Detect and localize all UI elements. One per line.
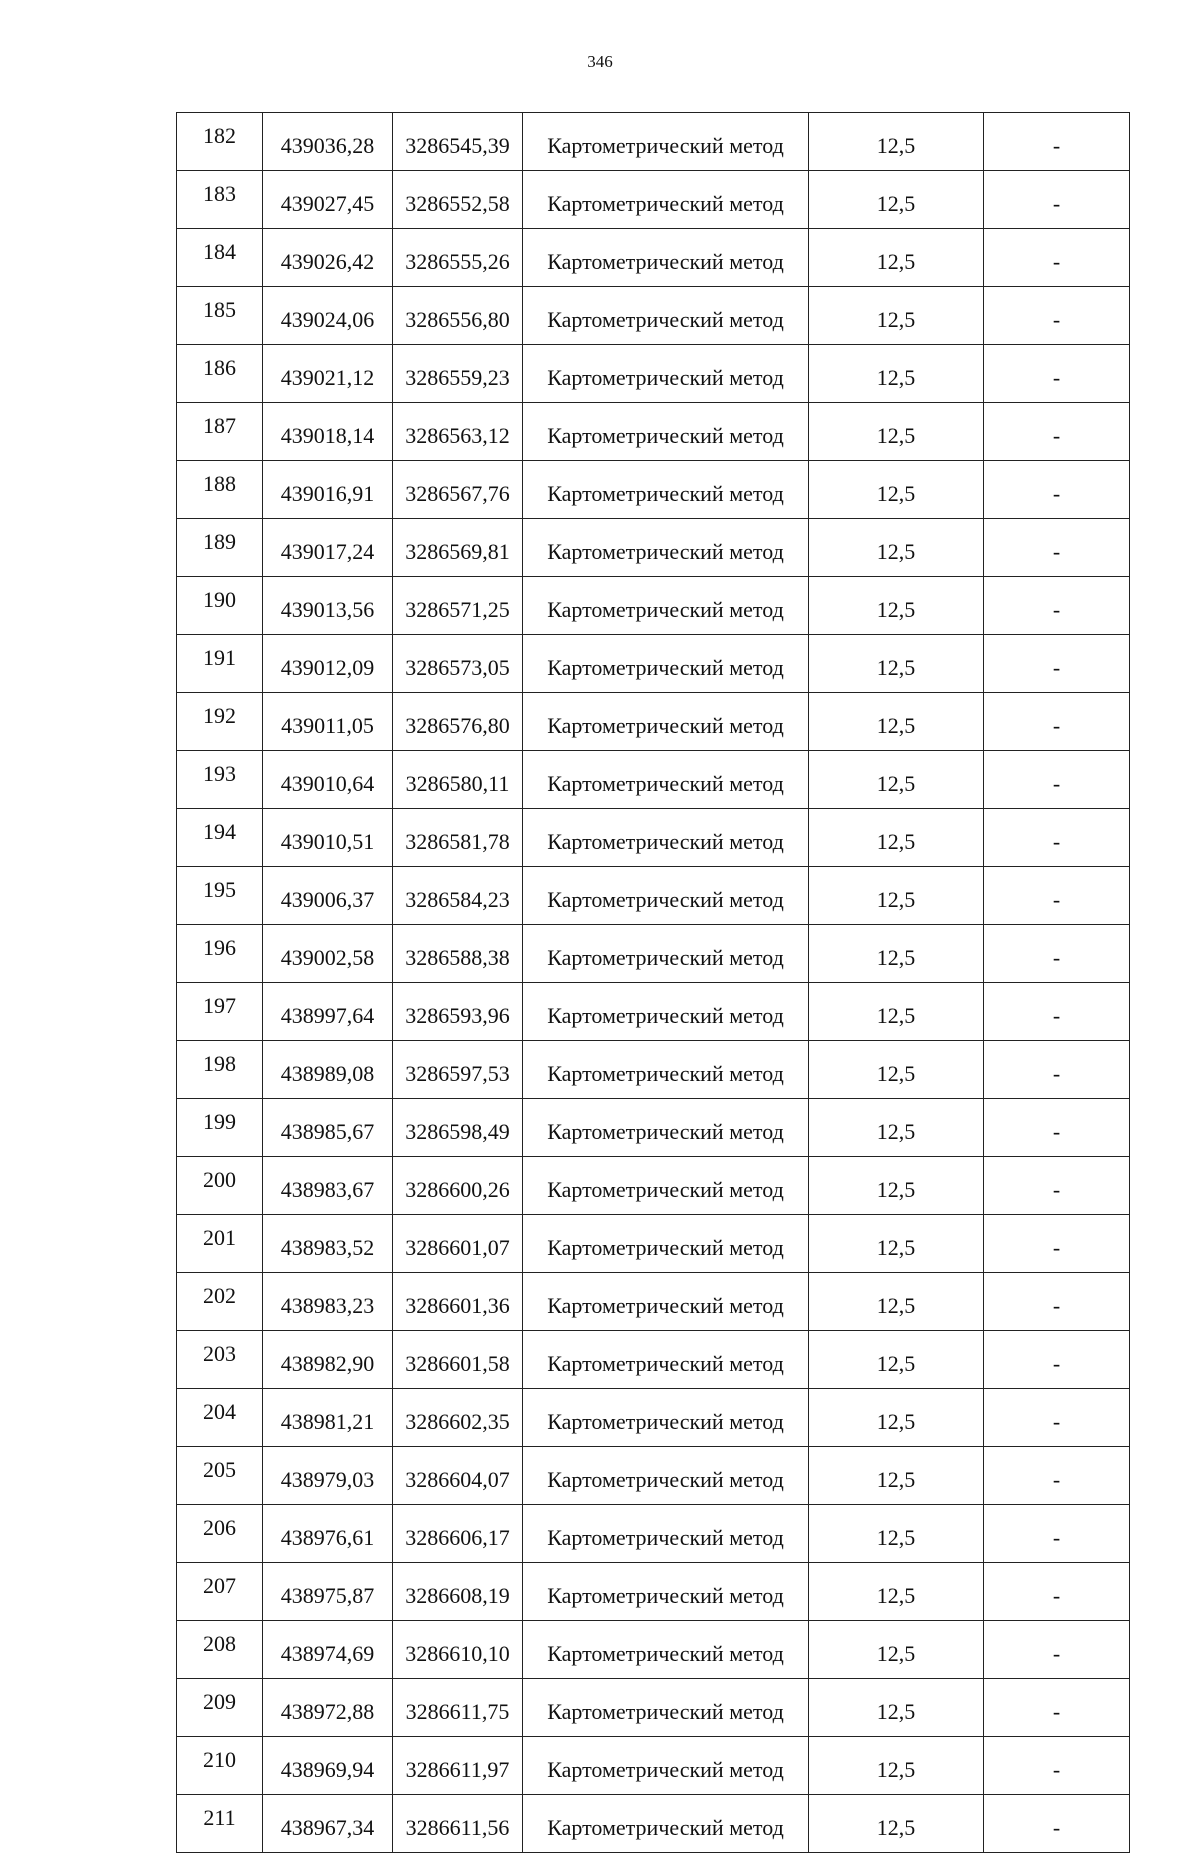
method-cell: Картометрический метод — [523, 287, 809, 345]
x-coordinate-cell: 439010,64 — [263, 751, 393, 809]
method-cell: Картометрический метод — [523, 1679, 809, 1737]
method-cell: Картометрический метод — [523, 809, 809, 867]
accuracy-cell: 12,5 — [809, 635, 984, 693]
method-cell: Картометрический метод — [523, 1447, 809, 1505]
accuracy-cell: 12,5 — [809, 751, 984, 809]
description-cell: - — [984, 519, 1130, 577]
description-cell: - — [984, 693, 1130, 751]
table-row — [177, 1505, 1130, 1563]
description-cell: - — [984, 635, 1130, 693]
x-coordinate-cell: 438983,67 — [263, 1157, 393, 1215]
description-cell: - — [984, 345, 1130, 403]
point-number-cell: 185 — [177, 287, 263, 345]
point-number-cell: 182 — [177, 113, 263, 171]
method-cell: Картометрический метод — [523, 1563, 809, 1621]
y-coordinate-cell: 3286608,19 — [393, 1563, 523, 1621]
accuracy-cell: 12,5 — [809, 577, 984, 635]
x-coordinate-cell: 439006,37 — [263, 867, 393, 925]
y-coordinate-cell: 3286571,25 — [393, 577, 523, 635]
table-row — [177, 1737, 1130, 1795]
table-row — [177, 345, 1130, 403]
description-cell: - — [984, 1157, 1130, 1215]
x-coordinate-cell: 439010,51 — [263, 809, 393, 867]
point-number-cell: 200 — [177, 1157, 263, 1215]
table-row — [177, 983, 1130, 1041]
point-number-cell: 207 — [177, 1563, 263, 1621]
table-row — [177, 171, 1130, 229]
table-row — [177, 1795, 1130, 1853]
accuracy-cell: 12,5 — [809, 403, 984, 461]
table-row — [177, 925, 1130, 983]
method-cell: Картометрический метод — [523, 693, 809, 751]
y-coordinate-cell: 3286552,58 — [393, 171, 523, 229]
table-row — [177, 867, 1130, 925]
description-cell: - — [984, 461, 1130, 519]
y-coordinate-cell: 3286602,35 — [393, 1389, 523, 1447]
table-row — [177, 1273, 1130, 1331]
x-coordinate-cell: 438967,34 — [263, 1795, 393, 1853]
x-coordinate-cell: 438974,69 — [263, 1621, 393, 1679]
y-coordinate-cell: 3286580,11 — [393, 751, 523, 809]
description-cell: - — [984, 1505, 1130, 1563]
point-number-cell: 187 — [177, 403, 263, 461]
y-coordinate-cell: 3286593,96 — [393, 983, 523, 1041]
table-row — [177, 1041, 1130, 1099]
method-cell: Картометрический метод — [523, 751, 809, 809]
y-coordinate-cell: 3286598,49 — [393, 1099, 523, 1157]
table-row — [177, 1099, 1130, 1157]
accuracy-cell: 12,5 — [809, 1099, 984, 1157]
table-row — [177, 403, 1130, 461]
table-row — [177, 809, 1130, 867]
description-cell: - — [984, 1099, 1130, 1157]
description-cell: - — [984, 1737, 1130, 1795]
accuracy-cell: 12,5 — [809, 693, 984, 751]
y-coordinate-cell: 3286600,26 — [393, 1157, 523, 1215]
accuracy-cell: 12,5 — [809, 1389, 984, 1447]
x-coordinate-cell: 439012,09 — [263, 635, 393, 693]
accuracy-cell: 12,5 — [809, 461, 984, 519]
method-cell: Картометрический метод — [523, 1505, 809, 1563]
point-number-cell: 206 — [177, 1505, 263, 1563]
accuracy-cell: 12,5 — [809, 1331, 984, 1389]
method-cell: Картометрический метод — [523, 925, 809, 983]
method-cell: Картометрический метод — [523, 519, 809, 577]
y-coordinate-cell: 3286601,36 — [393, 1273, 523, 1331]
y-coordinate-cell: 3286601,58 — [393, 1331, 523, 1389]
x-coordinate-cell: 438969,94 — [263, 1737, 393, 1795]
method-cell: Картометрический метод — [523, 1041, 809, 1099]
y-coordinate-cell: 3286569,81 — [393, 519, 523, 577]
x-coordinate-cell: 438979,03 — [263, 1447, 393, 1505]
y-coordinate-cell: 3286611,56 — [393, 1795, 523, 1853]
description-cell: - — [984, 1215, 1130, 1273]
point-number-cell: 183 — [177, 171, 263, 229]
accuracy-cell: 12,5 — [809, 809, 984, 867]
accuracy-cell: 12,5 — [809, 1795, 984, 1853]
point-number-cell: 191 — [177, 635, 263, 693]
table-row — [177, 461, 1130, 519]
x-coordinate-cell: 439027,45 — [263, 171, 393, 229]
y-coordinate-cell: 3286563,12 — [393, 403, 523, 461]
table-row — [177, 1447, 1130, 1505]
description-cell: - — [984, 229, 1130, 287]
description-cell: - — [984, 1795, 1130, 1853]
accuracy-cell: 12,5 — [809, 925, 984, 983]
accuracy-cell: 12,5 — [809, 1273, 984, 1331]
description-cell: - — [984, 867, 1130, 925]
x-coordinate-cell: 438975,87 — [263, 1563, 393, 1621]
method-cell: Картометрический метод — [523, 345, 809, 403]
method-cell: Картометрический метод — [523, 577, 809, 635]
y-coordinate-cell: 3286555,26 — [393, 229, 523, 287]
accuracy-cell: 12,5 — [809, 519, 984, 577]
x-coordinate-cell: 438981,21 — [263, 1389, 393, 1447]
description-cell: - — [984, 1331, 1130, 1389]
x-coordinate-cell: 438997,64 — [263, 983, 393, 1041]
point-number-cell: 205 — [177, 1447, 263, 1505]
point-number-cell: 204 — [177, 1389, 263, 1447]
description-cell: - — [984, 1679, 1130, 1737]
description-cell: - — [984, 1563, 1130, 1621]
method-cell: Картометрический метод — [523, 1331, 809, 1389]
table-row — [177, 287, 1130, 345]
accuracy-cell: 12,5 — [809, 1041, 984, 1099]
x-coordinate-cell: 438989,08 — [263, 1041, 393, 1099]
accuracy-cell: 12,5 — [809, 1563, 984, 1621]
method-cell: Картометрический метод — [523, 983, 809, 1041]
description-cell: - — [984, 809, 1130, 867]
x-coordinate-cell: 438983,23 — [263, 1273, 393, 1331]
accuracy-cell: 12,5 — [809, 345, 984, 403]
method-cell: Картометрический метод — [523, 1099, 809, 1157]
table-row — [177, 1563, 1130, 1621]
method-cell: Картометрический метод — [523, 1157, 809, 1215]
accuracy-cell: 12,5 — [809, 1505, 984, 1563]
coordinates-table — [176, 112, 1130, 1853]
accuracy-cell: 12,5 — [809, 171, 984, 229]
point-number-cell: 201 — [177, 1215, 263, 1273]
y-coordinate-cell: 3286610,10 — [393, 1621, 523, 1679]
y-coordinate-cell: 3286606,17 — [393, 1505, 523, 1563]
point-number-cell: 189 — [177, 519, 263, 577]
x-coordinate-cell: 439036,28 — [263, 113, 393, 171]
accuracy-cell: 12,5 — [809, 1621, 984, 1679]
accuracy-cell: 12,5 — [809, 1447, 984, 1505]
x-coordinate-cell: 439021,12 — [263, 345, 393, 403]
point-number-cell: 197 — [177, 983, 263, 1041]
accuracy-cell: 12,5 — [809, 229, 984, 287]
x-coordinate-cell: 438982,90 — [263, 1331, 393, 1389]
accuracy-cell: 12,5 — [809, 983, 984, 1041]
point-number-cell: 194 — [177, 809, 263, 867]
description-cell: - — [984, 577, 1130, 635]
point-number-cell: 208 — [177, 1621, 263, 1679]
x-coordinate-cell: 439002,58 — [263, 925, 393, 983]
table-row — [177, 1215, 1130, 1273]
y-coordinate-cell: 3286576,80 — [393, 693, 523, 751]
method-cell: Картометрический метод — [523, 403, 809, 461]
y-coordinate-cell: 3286601,07 — [393, 1215, 523, 1273]
point-number-cell: 211 — [177, 1795, 263, 1853]
table-row — [177, 635, 1130, 693]
method-cell: Картометрический метод — [523, 1795, 809, 1853]
description-cell: - — [984, 287, 1130, 345]
description-cell: - — [984, 113, 1130, 171]
description-cell: - — [984, 983, 1130, 1041]
point-number-cell: 198 — [177, 1041, 263, 1099]
y-coordinate-cell: 3286588,38 — [393, 925, 523, 983]
x-coordinate-cell: 438972,88 — [263, 1679, 393, 1737]
point-number-cell: 190 — [177, 577, 263, 635]
method-cell: Картометрический метод — [523, 867, 809, 925]
accuracy-cell: 12,5 — [809, 1679, 984, 1737]
point-number-cell: 195 — [177, 867, 263, 925]
table-row — [177, 1389, 1130, 1447]
x-coordinate-cell: 438976,61 — [263, 1505, 393, 1563]
method-cell: Картометрический метод — [523, 1737, 809, 1795]
method-cell: Картометрический метод — [523, 171, 809, 229]
table-row — [177, 113, 1130, 171]
method-cell: Картометрический метод — [523, 461, 809, 519]
point-number-cell: 188 — [177, 461, 263, 519]
description-cell: - — [984, 925, 1130, 983]
page-number: 346 — [587, 52, 613, 71]
y-coordinate-cell: 3286604,07 — [393, 1447, 523, 1505]
method-cell: Картометрический метод — [523, 1389, 809, 1447]
coordinates-table-body — [177, 113, 1130, 1853]
y-coordinate-cell: 3286573,05 — [393, 635, 523, 693]
x-coordinate-cell: 439016,91 — [263, 461, 393, 519]
table-row — [177, 1621, 1130, 1679]
point-number-cell: 210 — [177, 1737, 263, 1795]
x-coordinate-cell: 439026,42 — [263, 229, 393, 287]
accuracy-cell: 12,5 — [809, 287, 984, 345]
accuracy-cell: 12,5 — [809, 867, 984, 925]
x-coordinate-cell: 439018,14 — [263, 403, 393, 461]
description-cell: - — [984, 171, 1130, 229]
description-cell: - — [984, 1389, 1130, 1447]
point-number-cell: 196 — [177, 925, 263, 983]
y-coordinate-cell: 3286567,76 — [393, 461, 523, 519]
y-coordinate-cell: 3286611,75 — [393, 1679, 523, 1737]
description-cell: - — [984, 1447, 1130, 1505]
method-cell: Картометрический метод — [523, 113, 809, 171]
point-number-cell: 199 — [177, 1099, 263, 1157]
table-row — [177, 751, 1130, 809]
point-number-cell: 186 — [177, 345, 263, 403]
method-cell: Картометрический метод — [523, 1621, 809, 1679]
description-cell: - — [984, 751, 1130, 809]
method-cell: Картометрический метод — [523, 635, 809, 693]
x-coordinate-cell: 439017,24 — [263, 519, 393, 577]
table-row — [177, 519, 1130, 577]
y-coordinate-cell: 3286556,80 — [393, 287, 523, 345]
point-number-cell: 209 — [177, 1679, 263, 1737]
point-number-cell: 203 — [177, 1331, 263, 1389]
y-coordinate-cell: 3286581,78 — [393, 809, 523, 867]
x-coordinate-cell: 438985,67 — [263, 1099, 393, 1157]
x-coordinate-cell: 438983,52 — [263, 1215, 393, 1273]
y-coordinate-cell: 3286559,23 — [393, 345, 523, 403]
description-cell: - — [984, 1621, 1130, 1679]
method-cell: Картометрический метод — [523, 1215, 809, 1273]
x-coordinate-cell: 439011,05 — [263, 693, 393, 751]
description-cell: - — [984, 1041, 1130, 1099]
method-cell: Картометрический метод — [523, 1273, 809, 1331]
accuracy-cell: 12,5 — [809, 1157, 984, 1215]
x-coordinate-cell: 439024,06 — [263, 287, 393, 345]
table-row — [177, 229, 1130, 287]
y-coordinate-cell: 3286597,53 — [393, 1041, 523, 1099]
table-row — [177, 1331, 1130, 1389]
table-row — [177, 1679, 1130, 1737]
point-number-cell: 202 — [177, 1273, 263, 1331]
y-coordinate-cell: 3286584,23 — [393, 867, 523, 925]
y-coordinate-cell: 3286545,39 — [393, 113, 523, 171]
table-row — [177, 577, 1130, 635]
description-cell: - — [984, 403, 1130, 461]
point-number-cell: 193 — [177, 751, 263, 809]
table-row — [177, 1157, 1130, 1215]
y-coordinate-cell: 3286611,97 — [393, 1737, 523, 1795]
description-cell: - — [984, 1273, 1130, 1331]
method-cell: Картометрический метод — [523, 229, 809, 287]
point-number-cell: 192 — [177, 693, 263, 751]
accuracy-cell: 12,5 — [809, 1215, 984, 1273]
accuracy-cell: 12,5 — [809, 1737, 984, 1795]
table-row — [177, 693, 1130, 751]
point-number-cell: 184 — [177, 229, 263, 287]
accuracy-cell: 12,5 — [809, 113, 984, 171]
x-coordinate-cell: 439013,56 — [263, 577, 393, 635]
